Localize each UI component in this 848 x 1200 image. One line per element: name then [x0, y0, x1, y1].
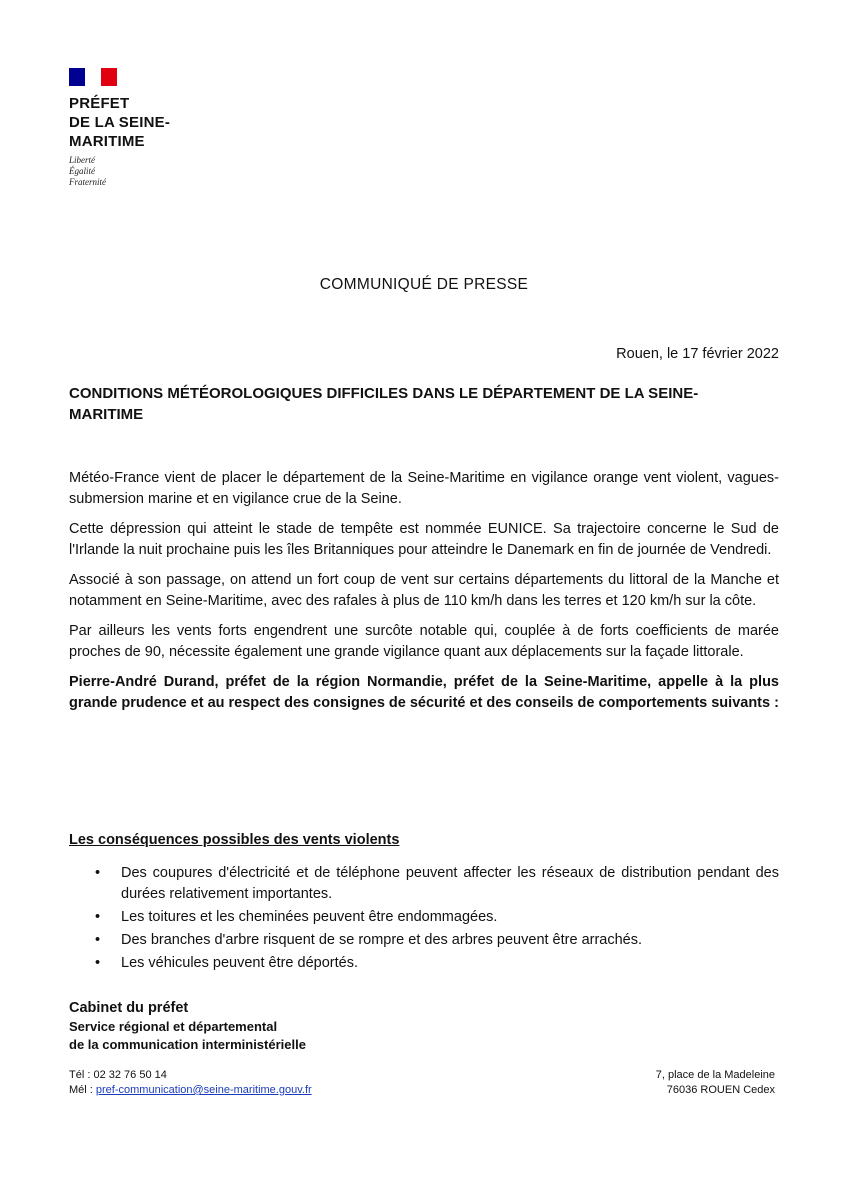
- flag-red-band: [101, 68, 117, 86]
- release-date: Rouen, le 17 février 2022: [616, 346, 779, 362]
- service-name-line: Service régional et départemental: [69, 1019, 278, 1034]
- phone-number: Tél : 02 32 76 50 14: [69, 1069, 167, 1081]
- list-item: [69, 863, 779, 905]
- list-item: [69, 930, 779, 951]
- bullet-icon: •: [95, 932, 101, 948]
- list-item-text: Les véhicules peuvent être déportés.: [121, 955, 358, 971]
- service-name-line: de la communication interministérielle: [69, 1037, 306, 1052]
- email-link[interactable]: pref-communication@seine-maritime.gouv.fr: [95, 1084, 312, 1096]
- body-text: [69, 468, 779, 723]
- list-item-text: Des branches d'arbre risquent de se rompre et des arbres peuvent être arrachés.: [121, 932, 643, 948]
- prefecture-logo: [69, 68, 170, 188]
- paragraph: Par ailleurs les vents forts engendrent une surcôte notable qui, couplée à de forts coefficients de marée proches de 90, nécessite également une grande vigilance quant aux déplacements sur la façade littorale.: [69, 623, 779, 660]
- bullet-icon: •: [95, 955, 101, 971]
- bullet-icon: •: [95, 909, 101, 925]
- bullet-icon: •: [95, 865, 101, 881]
- prefect-name-line: DE LA SEINE-: [69, 114, 171, 131]
- consequences-list: [69, 863, 779, 976]
- list-item: [69, 953, 779, 974]
- tricolor-flag-icon: [69, 68, 117, 86]
- republic-motto: [69, 155, 170, 188]
- paragraph: Associé à son passage, on attend un fort coup de vent sur certains départements du littoral de la Manche et notamment en Seine-Maritime, avec des rafales à plus de 110 km/h dans les terres et 120 km/h sur la côte.: [69, 572, 779, 609]
- headline: CONDITIONS MÉTÉOROLOGIQUES DIFFICILES DANS LE DÉPARTEMENT DE LA SEINE-MARITIME: [69, 385, 699, 423]
- email-label: Mél :: [69, 1084, 96, 1096]
- paragraph: Météo-France vient de placer le département de la Seine-Maritime en vigilance orange vent violent, vagues-submersion marine et en vigilance crue de la Seine.: [69, 470, 779, 507]
- press-release-title: COMMUNIQUÉ DE PRESSE: [319, 276, 529, 293]
- address-line: 76036 ROUEN Cedex: [666, 1084, 775, 1096]
- flag-white-band: [85, 68, 101, 86]
- paragraph: Cette dépression qui atteint le stade de tempête est nommée EUNICE. Sa trajectoire concerne le Sud de l'Irlande la nuit prochaine puis les îles Britanniques pour atteindre le Danemark en fin de journée de Vendredi.: [69, 521, 779, 558]
- list-item-text: Des coupures d'électricité et de téléphone peuvent affecter les réseaux de distribution pendant des durées relativement importantes.: [121, 865, 779, 902]
- motto-line: Liberté: [69, 155, 95, 165]
- flag-blue-band: [69, 68, 85, 86]
- footer-signature: [69, 998, 306, 1054]
- postal-address: [656, 1068, 775, 1098]
- prefect-name-line: MARITIME: [69, 133, 145, 150]
- list-item: [69, 907, 779, 928]
- motto-line: Égalité: [69, 166, 95, 176]
- list-item-text: Les toitures et les cheminées peuvent être endommagées.: [121, 909, 498, 925]
- prefect-name-line: PRÉFET: [69, 95, 130, 112]
- prefect-appeal: Pierre-André Durand, préfet de la région Normandie, préfet de la Seine-Maritime, appelle à la plus grande prudence et au respect des consignes de sécurité et des conseils de comportements suivants :: [69, 674, 779, 711]
- prefect-name: [69, 94, 170, 151]
- email-line: [69, 1083, 312, 1098]
- contact-info: [69, 1068, 312, 1098]
- section-title: Les conséquences possibles des vents violents: [69, 832, 400, 848]
- cabinet-name: Cabinet du préfet: [69, 1000, 189, 1016]
- address-line: 7, place de la Madeleine: [655, 1069, 775, 1081]
- motto-line: Fraternité: [69, 177, 106, 187]
